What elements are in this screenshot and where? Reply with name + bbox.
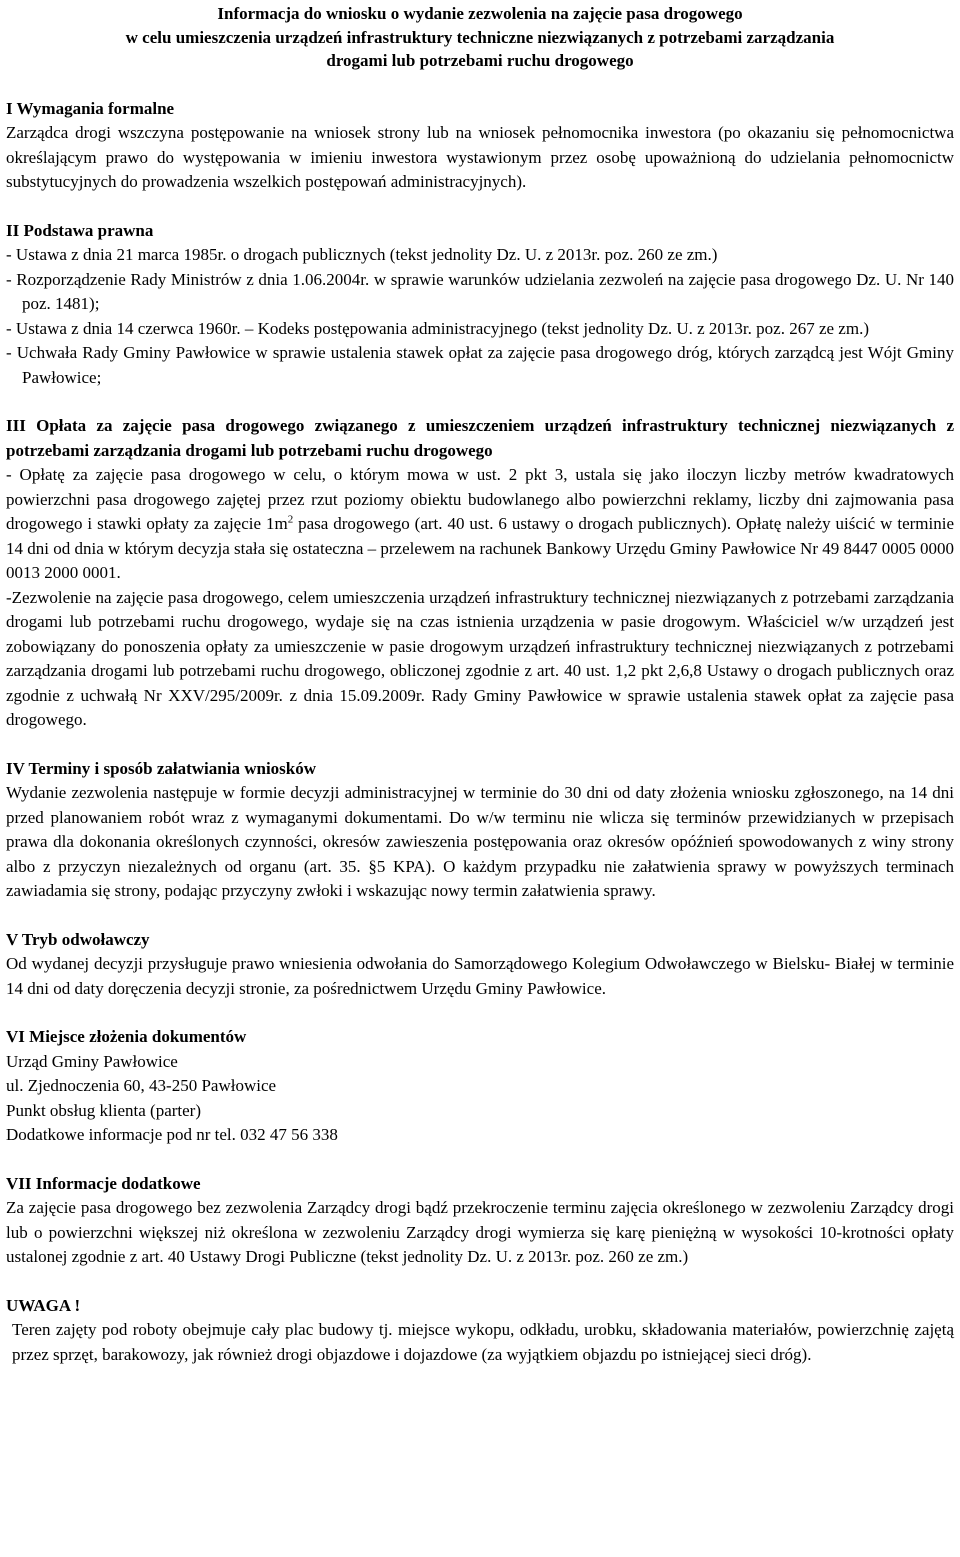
fee-paragraph-2: -Zezwolenie na zajęcie pasa drogowego, celem umieszczenia urządzeń infrastruktury technicznej niezwiązanych z potrzebami zarządzania drogami lub potrzebami ruchu drogowego, wydaje się na czas istnienia urządzenia w pasie drogowym. Właściciel w/w urządzeń jest zobowiązany do ponoszenia opłaty za umieszczenie w pasie drogowym urządzeń infrastruktury technicznej niezwiązanych z potrzebami zarządzania drogami lub potrzebami ruchu drogowego, obliczonej zgodnie z art. 40 ust. 1,2 pkt 2,6,8 Ustawy o drogach publicznych oraz zgodnie z uchwałą Nr XXV/295/2009r. z dnia 15.09.2009r. Rady Gminy Pawłowice w sprawie ustalenia stawek opłat za zajęcie pasa drogowego. xyxy=(6,587,954,729)
legal-basis-item: - Ustawa z dnia 14 czerwca 1960r. – Kodeks postępowania administracyjnego (tekst jednolity Dz. U. z 2013r. poz. 267 ze zm.) xyxy=(6,318,869,338)
legal-basis-item: - Rozporządzenie Rady Ministrów z dnia 1.06.2004r. w sprawie warunków udzielania zezwoleń na zajęcie pasa drogowego Dz. U. Nr 140 poz. 1481); xyxy=(6,269,954,313)
fee-text-part-1: - Opłatę za zajęcie pasa drogowego w celu, o którym mowa w ust. 2 pkt 3, ustala się jako iloczyn liczby metrów kwadratowych powierzchni pasa drogowego zajętej przez rzut poziomy obiektu budowlanego albo powierzchni reklamy, liczby dni zajmowania pasa drogowego i stawki opłaty za zajęcie 1m xyxy=(6,465,954,533)
section-heading: III Opłata za zajęcie pasa drogowego związanego z umieszczeniem urządzeń infrastruktury technicznej niezwiązanych z potrzebami zarządzania drogami lub potrzebami ruchu drogowego xyxy=(6,416,954,460)
section-notice xyxy=(6,1294,954,1368)
section-heading: V Tryb odwoławczy xyxy=(6,929,150,949)
notice-text: Teren zajęty pod roboty obejmuje cały plac budowy tj. miejsce wykopu, odkładu, urobku, składowania materiałów, powierzchnię zajętą przez sprzęt, barakowozy, jak również drogi objazdowe i dojazdowe (za wyjątkiem objazdu po istniejącej sieci dróg). xyxy=(12,1320,954,1364)
office-name: Urząd Gminy Pawłowice xyxy=(6,1051,178,1071)
title-line-1: Informacja do wniosku o wydanie zezwolenia na zajęcie pasa drogowego xyxy=(217,4,743,23)
fee-text-part-2: pasa drogowego (art. 40 ust. 6 ustawy o drogach publicznych). Opłatę należy uiścić w terminie 14 dni od dnia w którym decyzja stała się ostateczna – przelewem na rachunek Bankowy Urzędu Gminy Pawłowice Nr 49 8447 0005 0000 0013 2000 0001. xyxy=(6,514,954,582)
section-deadlines xyxy=(6,757,954,904)
document-title xyxy=(6,2,954,73)
section-heading: II Podstawa prawna xyxy=(6,220,154,240)
section-heading: VII Informacje dodatkowe xyxy=(6,1173,201,1193)
legal-basis-item: - Uchwała Rady Gminy Pawłowice w sprawie ustalenia stawek opłat za zajęcie pasa drogowego dróg, których zarządcą jest Wójt Gminy Pawłowice; xyxy=(6,343,954,387)
section-text: Zarządca drogi wszczyna postępowanie na wniosek strony lub na wniosek pełnomocnika inwestora (po okazaniu się pełnomocnictwa określającym prawo do występowania w imieniu inwestora wystawionym przez osobę upoważnioną do udzielania pełnomocnictw substytucyjnych do prowadzenia wszelkich postępowań administracyjnych). xyxy=(6,123,954,191)
office-service-point: Punkt obsług klienta (parter) xyxy=(6,1100,201,1120)
section-submission-place xyxy=(6,1025,954,1148)
section-heading: VI Miejsce złożenia dokumentów xyxy=(6,1027,247,1046)
section-text: Wydanie zezwolenia następuje w formie decyzji administracyjnej w terminie do 30 dni od daty złożenia wniosku zgłoszonego, na 14 dni przed planowaniem robót wraz z wymaganymi dokumentami. Do w/w terminu nie wlicza się terminów przewidzianych w przepisach prawa dla dokonania określonych czynności, okresów zawieszenia postępowania oraz okresów opóźnień spowodowanych z winy strony albo z przyczyn niezależnych od organu (art. 35. §5 KPA). O każdym przypadku nie załatwienia sprawy w powyższych terminach zawiadamia się strony, podając przyczyny zwłoki i wskazując nowy termin załatwienia sprawy. xyxy=(6,783,954,900)
section-heading: I Wymagania formalne xyxy=(6,98,175,118)
section-text: Od wydanej decyzji przysługuje prawo wniesienia odwołania do Samorządowego Kolegium Odwoławczego w Bielsku- Białej w terminie 14 dni od daty doręczenia decyzji stronie, za pośrednictwem Urzędu Gminy Pawłowice. xyxy=(6,954,954,998)
office-address: ul. Zjednoczenia 60, 43-250 Pawłowice xyxy=(6,1076,277,1095)
section-heading: IV Terminy i sposób załatwiania wniosków xyxy=(6,758,317,778)
title-line-2: w celu umieszczenia urządzeń infrastruktury techniczne niezwiązanych z potrzebami zarządzania xyxy=(125,27,835,47)
section-formal-requirements xyxy=(6,97,954,195)
section-appeal xyxy=(6,928,954,1002)
fee-paragraph-1 xyxy=(6,463,954,586)
title-line-3: drogami lub potrzebami ruchu drogowego xyxy=(326,51,634,70)
section-fee xyxy=(6,414,954,733)
notice-heading: UWAGA ! xyxy=(6,1295,81,1315)
legal-basis-item: - Ustawa z dnia 21 marca 1985r. o drogach publicznych (tekst jednolity Dz. U. z 2013r. poz. 260 ze zm.) xyxy=(6,245,718,264)
office-phone: Dodatkowe informacje pod nr tel. 032 47 56 338 xyxy=(6,1125,338,1144)
square-superscript: 2 xyxy=(287,513,294,526)
section-text: Za zajęcie pasa drogowego bez zezwolenia Zarządcy drogi bądź przekroczenie terminu zajęcia określonego w zezwoleniu Zarządcy drogi lub o powierzchni większej niż określona w zezwoleniu Zarządcy drogi wymierza się karę pieniężną w wysokości 10-krotności opłaty ustalonej zgodnie z art. 40 Ustawy Drogi Publiczne (tekst jednolity Dz. U. z 2013r. poz. 260 ze zm.) xyxy=(6,1198,954,1266)
section-additional-info xyxy=(6,1172,954,1270)
section-legal-basis xyxy=(6,219,954,391)
